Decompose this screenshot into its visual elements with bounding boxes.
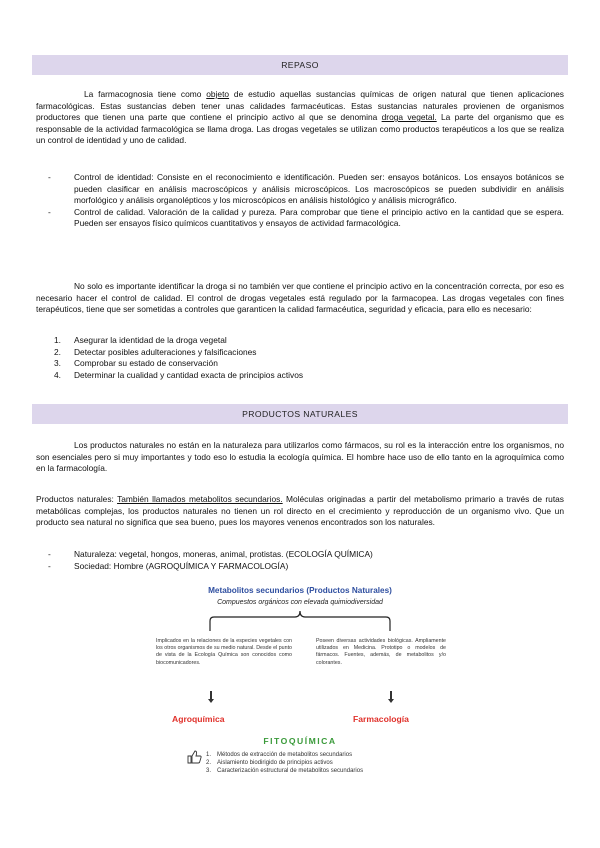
text-run: Moléculas originadas a partir del metabolismo primario a través de rutas metabólicas complejas, los productos naturales no tienen un rol directo en el crecimiento y reproducción de un organismo vivo. Que un producto sea natural no significa que sea bueno, pues los mayores venenos encontrados son los naturales. xyxy=(36,494,564,527)
controls-list xyxy=(36,172,564,230)
intro-paragraph xyxy=(36,89,564,147)
list-item: - Naturaleza: vegetal, hongos, moneras, animal, protistas. (ECOLOGÍA QUÍMICA) xyxy=(36,549,564,561)
phytochemistry-steps xyxy=(206,751,446,776)
bracket-connector xyxy=(150,609,450,633)
diagram-subtitle: Compuestos orgánicos con elevada quimiodiversidad xyxy=(217,599,383,606)
list-item: - Control de identidad: Consiste en el reconocimiento e identificación. Pueden ser: ensayos botánicos. Los ensayos botánicos se pueden clasificar en análisis macroscópicos y análisis microscópicos. Los macroscópicos se pueden subdividir en análisis morfológico y análisis organolépticos y los microscópicos en análisis histológico y análisis micrográfico. xyxy=(36,172,564,207)
context-list xyxy=(36,549,564,572)
text-run: de estudio aquellas sustancias químicas de origen natural que tienen aplicaciones farmacológicas. Estas sustancias deben tener unas calidades farmacéuticas. Estas sustancias naturales provienen de organismos productores que tienen una parte que contiene el principio activo al que se denomina xyxy=(36,89,564,122)
right-description: Poseen diversas actividades biológicas. Ampliamente utilizados en Medicina. Prototipo o modelos de fármacos. Fuentes, además, de metabolitos y/o colorantes. xyxy=(316,638,446,666)
list-text: Determinar la cualidad y cantidad exacta de principios activos xyxy=(74,369,304,380)
list-item: - Control de calidad. Valoración de la calidad y pureza. Para comprobar que tiene el principio activo en la cantidad que se espera. Pueden ser ensayos físico químicos cuantitativos y ensayos de actividad farmacológica. xyxy=(36,207,564,230)
diagram-title: Metabolitos secundarios (Productos Naturales) xyxy=(208,586,392,595)
list-text: Caracterización estructural de metabolitos secundarios xyxy=(217,768,364,775)
requirements-list xyxy=(36,335,564,381)
list-item xyxy=(36,358,564,370)
list-text: Comprobar su estado de conservación xyxy=(74,358,218,368)
list-item xyxy=(206,759,446,767)
underlined-term-droga-vegetal: droga vegetal. xyxy=(381,112,437,122)
section-heading-productos-naturales: PRODUCTOS NATURALES xyxy=(32,404,568,424)
list-number: 2. xyxy=(54,346,61,357)
section-heading-repaso: REPASO xyxy=(32,55,568,75)
underlined-term-metabolitos: También llamados metabolitos secundarios. xyxy=(117,494,283,504)
underlined-term-objeto: objeto xyxy=(206,89,230,99)
list-number: 3. xyxy=(206,768,212,775)
text-run: La parte del organismo que es responsable de la actividad farmacológica se llama droga. Las drogas vegetales se utilizan como productos terapéuticos a los que se realiza un control de identidad y uno de calidad. xyxy=(36,112,564,145)
list-item xyxy=(36,347,564,359)
list-item xyxy=(206,767,446,775)
label-fitoquimica: FITOQUÍMICA xyxy=(263,736,337,746)
natural-products-paragraph: Los productos naturales no están en la naturaleza para utilizarlos como fármacos, su rol es la interacción entre los organismos, no son esenciales pero si muy importantes y todo eso lo estudia la ecología química. El hombre hace uso de ello tanto en la agroquímica como en la farmacología. xyxy=(36,440,564,473)
list-item: - Sociedad: Hombre (AGROQUÍMICA Y FARMACOLOGÍA) xyxy=(36,561,564,573)
list-item xyxy=(36,335,564,347)
list-text: Asegurar la identidad de la droga vegetal xyxy=(74,335,227,345)
down-arrow-icon xyxy=(210,691,212,700)
list-number: 3. xyxy=(54,358,61,368)
list-text: Aislamiento biodirigido de principios activos xyxy=(217,760,333,767)
label-farmacologia: Farmacología xyxy=(353,714,409,724)
text-run: Productos naturales: xyxy=(36,494,118,504)
quality-paragraph: No solo es importante identificar la droga si no también ver que contiene el principio activo en la concentración correcta, por eso es necesario hacer el control de calidad. El control de drogas vegetales está regulado por la farmacopea. Las drogas vegetales con fines terapéuticos, tiene que ser sometidas a controles que garanticen la calidad farmacéutica, seguridad y eficacia, para ello es necesario: xyxy=(36,281,564,314)
list-item xyxy=(36,370,564,382)
list-text: Métodos de extracción de metabolitos secundarios xyxy=(217,752,353,758)
definition-paragraph xyxy=(36,494,564,529)
text-run: La farmacognosia tiene como xyxy=(84,89,207,99)
list-number: 1. xyxy=(54,335,61,345)
list-number: 4. xyxy=(54,369,61,380)
label-agroquimica: Agroquímica xyxy=(172,714,225,724)
list-item xyxy=(206,751,446,759)
metabolites-diagram xyxy=(150,586,450,786)
down-arrow-icon xyxy=(390,691,392,700)
list-number: 1. xyxy=(206,752,212,758)
list-number: 2. xyxy=(206,760,212,767)
list-text: Detectar posibles adulteraciones y falsificaciones xyxy=(74,346,257,357)
thumbs-up-icon xyxy=(186,750,202,764)
left-description: Implicados en la relaciones de la especies vegetales con los otros organismos de su medio natural. Desde el punto de vista de la Ecología Química son conocidos como biocomunicadores. xyxy=(156,638,292,666)
